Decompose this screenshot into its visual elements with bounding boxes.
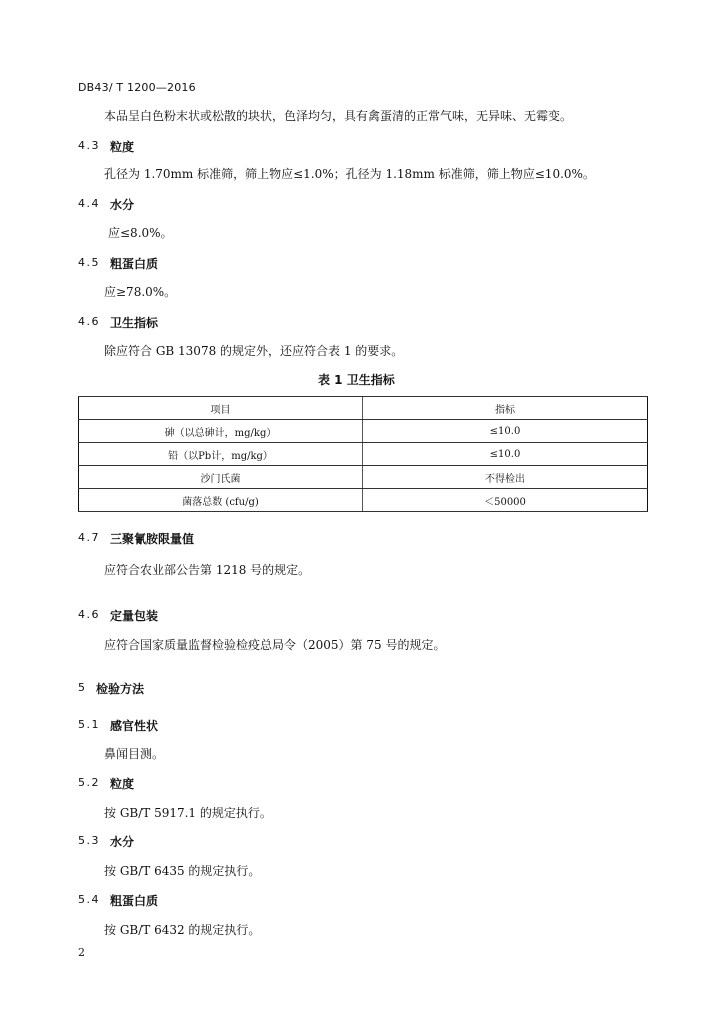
- chapter-heading-test-methods: 检验方法: [96, 682, 145, 696]
- moisture-method-paragraph: 按 GB/T 6435 的规定执行。: [104, 864, 261, 878]
- table-cell: 铅（以Pb计，mg/kg）: [79, 443, 363, 466]
- table-cell: ≤10.0: [363, 420, 648, 443]
- section-heading-granularity-method: 粒度: [110, 777, 135, 791]
- section-number: 4.4: [78, 197, 100, 210]
- packaging-paragraph: 应符合国家质量监督检验检疫总局令（2005）第 75 号的规定。: [104, 638, 446, 652]
- section-number: 4.5: [78, 256, 100, 269]
- table-cell: 菌落总数 (cfu/g): [79, 489, 363, 512]
- table-header-cell: 指标: [363, 397, 648, 420]
- appearance-paragraph: 本品呈白色粉末状或松散的块状，色泽均匀，具有禽蛋清的正常气味，无异味、无霉变。: [104, 109, 573, 123]
- table-cell: 沙门氏菌: [79, 466, 363, 489]
- section-heading-granularity: 粒度: [110, 140, 135, 154]
- section-number: 5.1: [78, 718, 100, 731]
- table-caption: 表 1 卫生指标: [318, 373, 395, 387]
- section-number: 5.2: [78, 776, 100, 789]
- section-number: 4.6: [78, 608, 100, 621]
- hygiene-paragraph: 除应符合 GB 13078 的规定外，还应符合表 1 的要求。: [104, 344, 404, 358]
- table-row: [79, 420, 648, 443]
- section-heading-hygiene: 卫生指标: [110, 316, 159, 330]
- section-heading-crude-protein: 粗蛋白质: [110, 257, 159, 271]
- section-heading-protein-method: 粗蛋白质: [110, 894, 159, 908]
- hygiene-table: [78, 396, 648, 512]
- section-heading-melamine: 三聚氰胺限量值: [110, 532, 195, 546]
- granularity-method-paragraph: 按 GB/T 5917.1 的规定执行。: [104, 806, 272, 820]
- section-number: 4.7: [78, 531, 100, 544]
- table-cell: 砷（以总砷计，mg/kg）: [79, 420, 363, 443]
- table-row: [79, 466, 648, 489]
- table-cell: ＜50000: [363, 489, 648, 512]
- sensory-paragraph: 鼻闻目测。: [104, 747, 165, 761]
- table-header-row: [79, 397, 648, 420]
- page-number: 2: [78, 946, 85, 959]
- granularity-paragraph: 孔径为 1.70mm 标准筛，筛上物应≤1.0%；孔径为 1.18mm 标准筛，筛上物应≤10.0%。: [104, 167, 595, 181]
- section-heading-sensory: 感官性状: [110, 719, 159, 733]
- section-number: 4.6: [78, 315, 100, 328]
- table-header-cell: 项目: [79, 397, 363, 420]
- melamine-paragraph: 应符合农业部公告第 1218 号的规定。: [104, 563, 311, 577]
- table-cell: ≤10.0: [363, 443, 648, 466]
- section-heading-packaging: 定量包装: [110, 609, 159, 623]
- chapter-number: 5: [78, 681, 87, 694]
- section-heading-moisture: 水分: [110, 198, 135, 212]
- section-number: 5.3: [78, 834, 100, 847]
- document-code-header: DB43/ T 1200—2016: [78, 81, 196, 94]
- protein-method-paragraph: 按 GB/T 6432 的规定执行。: [104, 923, 261, 937]
- section-number: 4.3: [78, 139, 100, 152]
- table-cell: 不得检出: [363, 466, 648, 489]
- section-heading-moisture-method: 水分: [110, 835, 135, 849]
- section-number: 5.4: [78, 893, 100, 906]
- crude-protein-paragraph: 应≥78.0%。: [104, 285, 177, 299]
- moisture-paragraph: 应≤8.0%。: [108, 226, 173, 240]
- table-row: [79, 489, 648, 512]
- table-row: [79, 443, 648, 466]
